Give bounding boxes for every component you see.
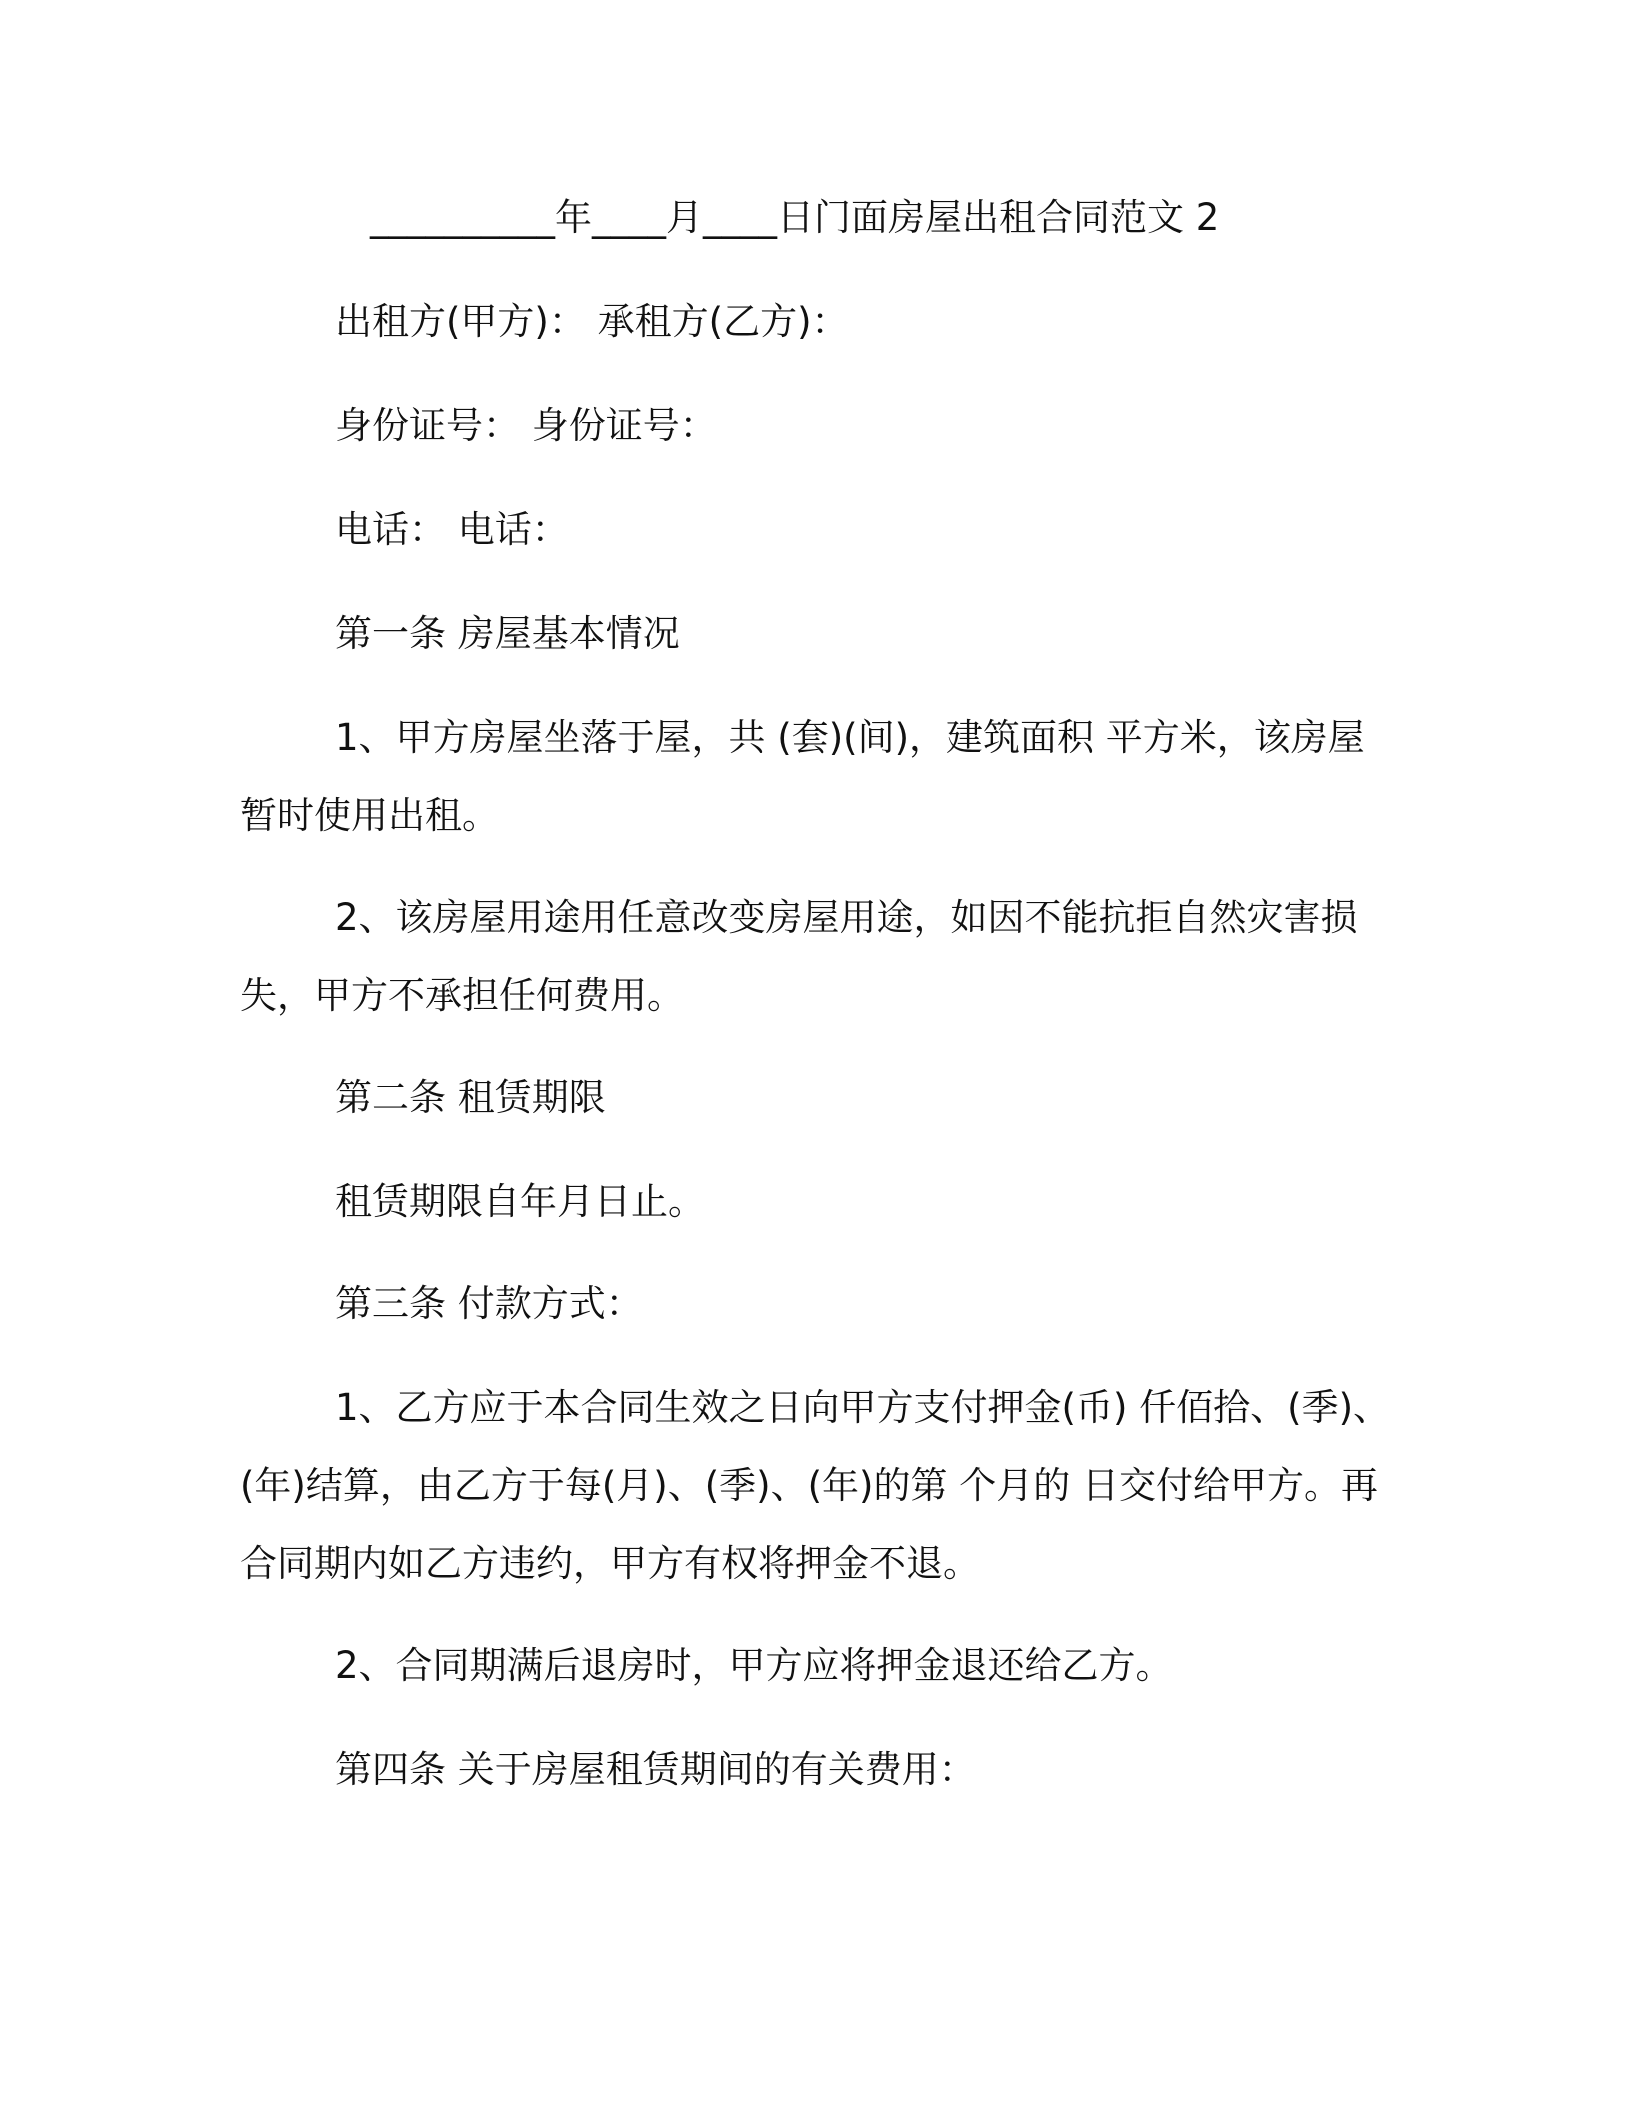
article-2-heading: 第二条 租赁期限 <box>335 1076 606 1119</box>
article-3-item-1-line-1: 1、乙方应于本合同生效之日向甲方支付押金(币) 仟佰拾、(季)、 <box>335 1386 1391 1429</box>
article-3-item-2: 2、合同期满后退房时，甲方应将押金退还给乙方。 <box>335 1644 1173 1687</box>
parties-line: 出租方(甲方)： 承租方(乙方)： <box>335 300 849 343</box>
document-title: __________年____月____日门面房屋出租合同范文 2 <box>370 196 1220 239</box>
article-4-heading: 第四条 关于房屋租赁期间的有关费用： <box>335 1748 976 1791</box>
article-2-text: 租赁期限自年月日止。 <box>335 1180 705 1223</box>
article-1-item-2-line-1: 2、该房屋用途用任意改变房屋用途，如因不能抗拒自然灾害损 <box>335 896 1358 939</box>
article-1-item-1-line-2: 暂时使用出租。 <box>240 794 499 837</box>
article-1-heading: 第一条 房屋基本情况 <box>335 612 680 655</box>
article-1-item-1-line-1: 1、甲方房屋坐落于屋，共 (套)(间)，建筑面积 平方米，该房屋 <box>335 716 1365 759</box>
article-3-item-1-line-2: (年)结算，由乙方于每(月)、(季)、(年)的第 个月的 日交付给甲方。再 <box>240 1464 1379 1507</box>
article-1-item-2-line-2: 失，甲方不承担任何费用。 <box>240 974 684 1017</box>
article-3-item-1-line-3: 合同期内如乙方违约，甲方有权将押金不退。 <box>240 1542 980 1585</box>
id-number-line: 身份证号： 身份证号： <box>335 404 717 447</box>
phone-line: 电话： 电话： <box>335 508 569 551</box>
article-3-heading: 第三条 付款方式： <box>335 1282 643 1325</box>
